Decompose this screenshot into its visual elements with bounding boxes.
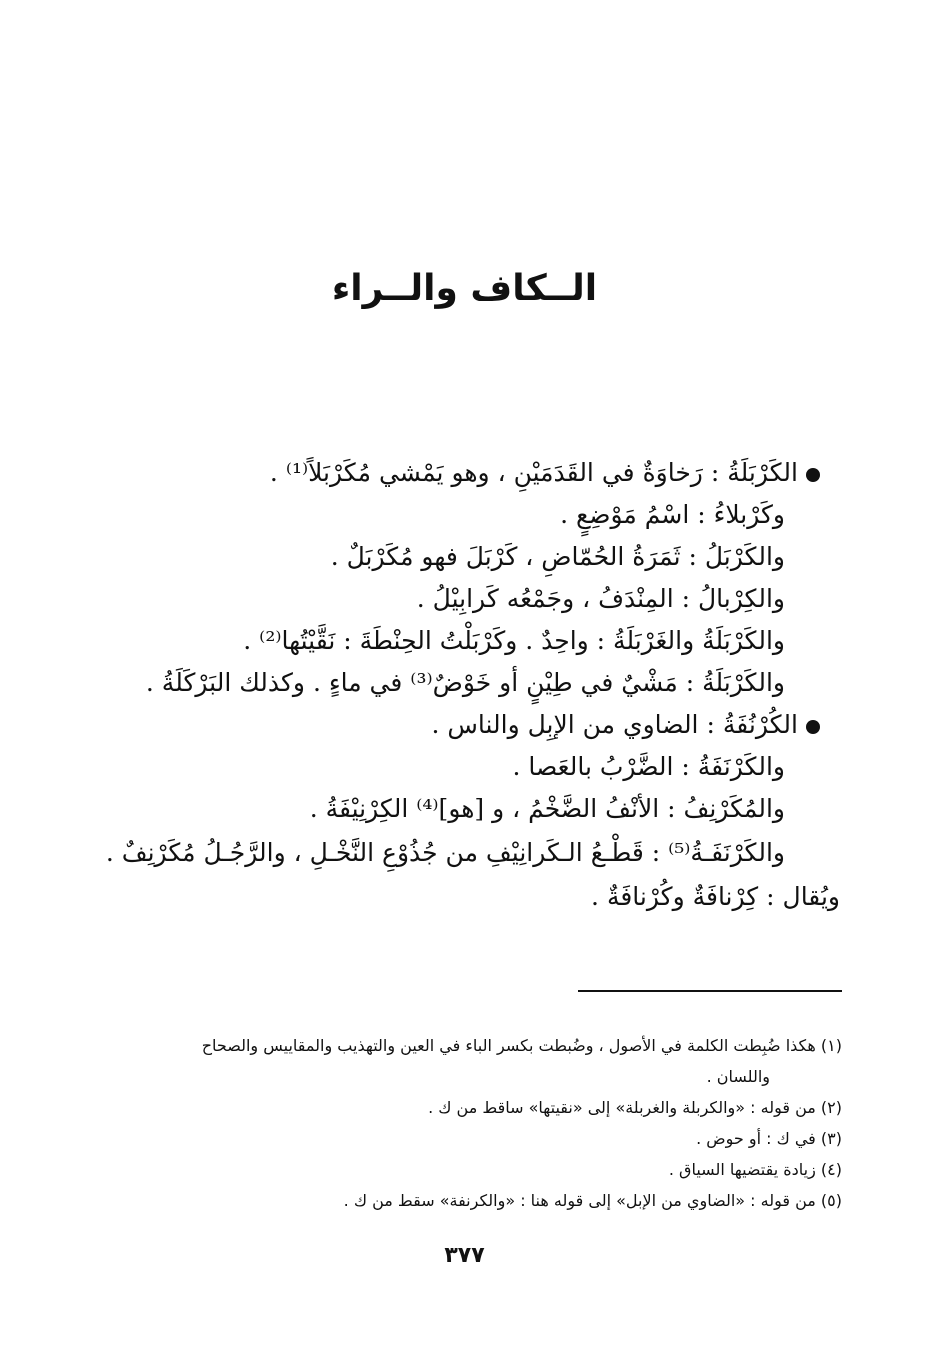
entry-text: ويُقال : كِرْنافَةٌ وكُرْنافَةٌ . bbox=[591, 882, 840, 911]
entry-karnafa-cutting bbox=[105, 830, 840, 876]
footnote-1-continued: واللسان . bbox=[706, 1067, 770, 1086]
entry-karnafa bbox=[110, 746, 840, 788]
footnote-separator bbox=[578, 990, 842, 992]
entry-kurnufa bbox=[110, 704, 840, 746]
entry-kirbal bbox=[110, 578, 840, 620]
entry-text: والكَرْبَلَةُ : مَشْيٌ في طِيْنٍ أو خَوْضٌ⁽³⁾ في ماءٍ . وكذلك البَرْكَلَةُ . bbox=[145, 668, 785, 697]
entry-karbala bbox=[110, 452, 840, 494]
footnote-1: (١) هكذا ضُبِطت الكلمة في الأصول ، وضُبطت بكسر الباء في العين والتهذيب والمقاييس والصحاح bbox=[201, 1036, 842, 1055]
entry-karbal bbox=[110, 536, 840, 578]
entry-kirnafa bbox=[110, 876, 840, 918]
chapter-title: الــكاف والــراء bbox=[331, 268, 598, 309]
bullet-icon bbox=[806, 468, 820, 482]
entry-text: والكِرْبالُ : المِنْدَفُ ، وجَمْعُه كَرابِيْلُ . bbox=[416, 584, 785, 613]
footnotes bbox=[112, 1030, 842, 1216]
entry-text: والكَرْنَفَـةُ⁽⁵⁾ : قَطْـعُ الـكَرانِيْفِ من جُذُوْعِ النَّخْـلِ ، والرَّجُـلُ مُكَرْنِفٌ . bbox=[105, 838, 785, 867]
entry-text: الكُرْنُفَةُ : الضاوي من الإبِل والناس . bbox=[431, 710, 798, 739]
entry-text: وكَرْبلاءُ : اسْمُ مَوْضِعٍ . bbox=[560, 500, 785, 529]
footnote-5: (٥) من قوله : «الضاوي من الإبل» إلى قوله هنا : «والكرنفة» سقط من ك . bbox=[343, 1191, 842, 1210]
entry-karbala-gharbala bbox=[110, 620, 840, 662]
entry-text: والكَرْبَلُ : ثَمَرَةُ الحُمّاضِ ، كَرْبَلَ فهو مُكَرْبَلٌ . bbox=[330, 542, 785, 571]
footnote-3: (٣) في ك : أو حوض . bbox=[696, 1129, 842, 1148]
entry-mukarnif bbox=[110, 788, 840, 830]
entry-karbala-walking bbox=[110, 662, 840, 704]
entry-text: والكَرْبَلَةُ والغَرْبَلَةُ : واحِدٌ . وكَرْبَلْتُ الحِنْطَةَ : نَقَّيْتُها⁽²⁾ . bbox=[243, 626, 785, 655]
dictionary-entries bbox=[105, 452, 840, 918]
page-number: ٣٧٧ bbox=[444, 1243, 485, 1268]
entry-text: والمُكَرْنِفُ : الأنْفُ الضَّخْمُ ، و [هو]⁽⁴⁾ الكِرْنِيْفَةُ . bbox=[309, 794, 785, 823]
footnote-4: (٤) زيادة يقتضيها السياق . bbox=[668, 1160, 842, 1179]
entry-text: الكَرْبَلَةُ : رَخاوَةٌ في القَدَمَيْنِ ، وهو يَمْشي مُكَرْبَلاً⁽¹⁾ . bbox=[269, 458, 798, 487]
entry-karbalaa bbox=[110, 494, 840, 536]
bullet-icon bbox=[806, 720, 820, 734]
footnote-2: (٢) من قوله : «والكربلة والغربلة» إلى «نقيتها» ساقط من ك . bbox=[428, 1098, 842, 1117]
entry-text: والكَرْنَفَةُ : الضَّرْبُ بالعَصا . bbox=[512, 752, 785, 781]
